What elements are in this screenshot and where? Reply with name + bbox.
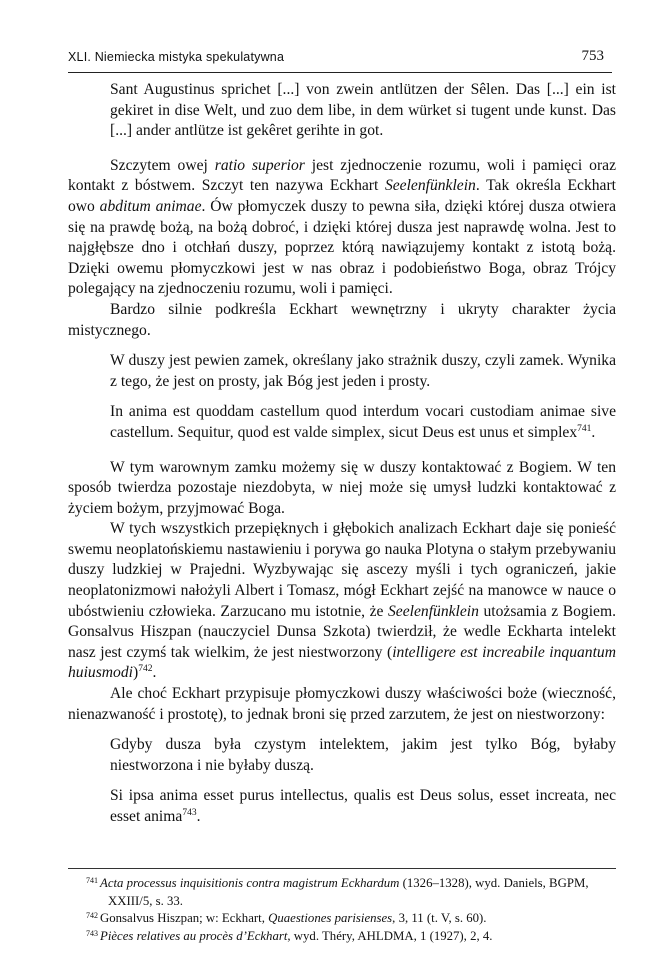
italic-term: ratio superior	[214, 156, 305, 174]
quote-polish-intellect: Gdyby dusza była czystym intelektem, jakim jest tylko Bóg, byłaby niestworzona i nie byłaby duszą.	[110, 736, 616, 774]
footnotes	[68, 868, 616, 945]
italic-term: Seelenfünklein	[388, 602, 479, 620]
italic-term: abditum animae	[99, 197, 202, 215]
italic-quote: intelligere est increabile inquantum huiusmodi	[68, 643, 616, 682]
footnote-ref[interactable]: 741	[577, 423, 592, 434]
quote-german: Sant Augustinus sprichet [...] von zwein antlützen der Sêlen. Das [...] ein ist gekiret in dise Welt, und zuo dem libe, in dem würket si tugent unde kunst. Das [...] ander antlütze ist gekêret gerihte in got.	[110, 81, 616, 140]
main-text	[68, 80, 616, 828]
paragraph-ratio-superior: Szczytem owej ratio superior jest zjednoczenie rozumu, woli i pamięci oraz kontakt z bóstwem. Szczyt ten nazywa Eckhart Seelenfünklein. Tak określa Eckhart owo abditum animae. Ów płomyczek duszy to pewna siła, dzięki której dusza otwiera się na prawdę bożą, na bożą dobroć, i dzięki której dusza jest naprawdę wolna. Jest to najgłębsze dno i otchłań duszy, poprzez którą nawiązujemy kontakt z istotą bożą. Dzięki owemu płomyczkowi jest w nas obraz i podobieństwo Boga, obraz Trójcy polegający na zjednoczeniu rozumu, woli i pamięci.	[68, 156, 616, 298]
paragraph-mystical-life: Bardzo silnie podkreśla Eckhart wewnętrzny i ukryty charakter życia mistycznego.	[68, 300, 616, 339]
quote-latin-castle: In anima est quoddam castellum quod interdum vocari custodiam animae sive castellum. Sequitur, quod est valde simplex, sicut Deus est unus et simplex$^{741}$.	[110, 403, 616, 441]
footnote-ref[interactable]: 742	[138, 664, 153, 675]
running-head: XLI. Niemiecka mistyka spekulatywna	[68, 50, 285, 64]
paragraph-neoplatonism: W tych wszystkich przepięknych i głębokich analizach Eckhart daje się ponieść swemu neoplatońskiemu nastawieniu i porywa go nauka Plotyna o stałym przebywaniu duszy ludzkiej w Prajedni. Wyzbywając się ascezy myśli i tych ograniczeń, jakie neoplatonizmowi nałożyli Albert i Tomasz, mógł Eckhart zejść na manowce w nauce o ubóstwieniu człowieka. Zarzucano mu istotnie, że Seelenfünklein utożsamia z Bogiem. Gonsalvus Hiszpan (nauczyciel Dunsa Szkota) twierdził, że wedle Eckharta intelekt nasz jest czymś tak wielkim, że jest niestworzony (intelligere est increabile inquantum huiusmodi)$^{742}$.	[68, 520, 616, 682]
paragraph-defense: Ale choć Eckhart przypisuje płomyczkowi duszy właściwości boże (wieczność, nienazwaność i prostotę), to jednak broni się przed zarzutem, że jest on niestworzony:	[68, 685, 616, 723]
page-header	[68, 46, 612, 73]
page-number: 753	[581, 48, 604, 64]
italic-term: Seelenfünklein	[384, 177, 476, 195]
footnote-743: $^{743}$ Pièces relatives au procès d’Eckhart, wyd. Théry, AHLDMA, 1 (1927), 2, 4.	[86, 928, 493, 943]
quote-polish-castle: W duszy jest pewien zamek, określany jako strażnik duszy, czyli zamek. Wynika z tego, że jest on prosty, jak Bóg jest jeden i prosty.	[110, 352, 616, 390]
footnote-ref[interactable]: 743	[182, 808, 197, 818]
paragraph-fortress: W tym warownym zamku możemy się w duszy kontaktować z Bogiem. W ten sposób twierdza pozostaje niezdobyta, w niej może się umysł ludzki kontaktować z życiem bożym, przyjmować Boga.	[68, 458, 616, 517]
quote-latin-intellect: Si ipsa anima esset purus intellectus, qualis est Deus solus, esset increata, nec esset anima$^{743}$.	[110, 787, 616, 825]
footnote-742: $^{742}$ Gonsalvus Hiszpan; w: Eckhart, Quaestiones parisienses, 3, 11 (t. V, s. 60).	[86, 911, 487, 925]
footnote-741: $^{741}$ Acta processus inquisitionis contra magistrum Eckhardum (1326–1328), wyd. Daniels, BGPM, XXIII/5, s. 33.	[86, 876, 589, 908]
